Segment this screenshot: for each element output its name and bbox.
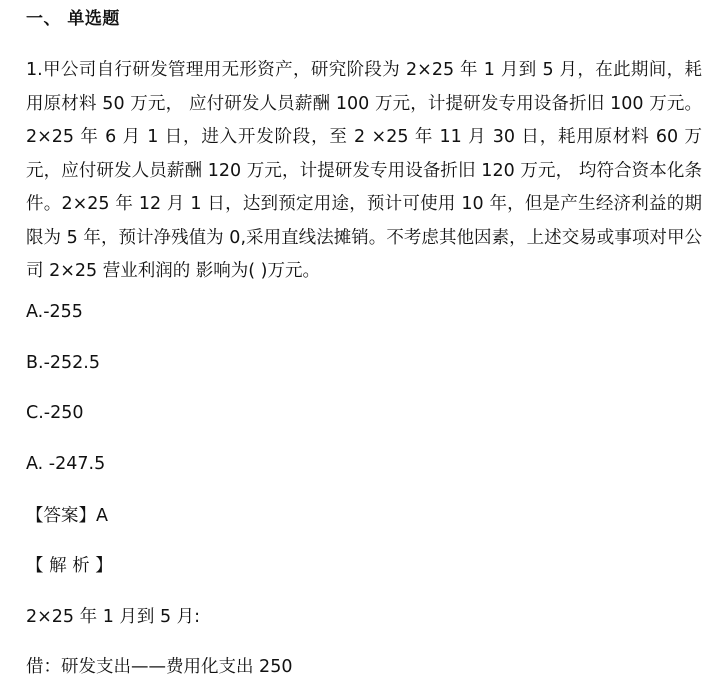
option-a: A.-255: [26, 302, 83, 322]
section-title: 一、 单选题: [26, 9, 120, 29]
journal-entry: 借：研发支出——费用化支出 250: [26, 657, 293, 677]
option-d: A. -247.5: [26, 454, 106, 474]
question-text: 1.甲公司自行研发管理用无形资产，研究阶段为 2×25 年 1 月到 5 月，在此期间，耗用原材料 50 万元， 应付研发人员薪酬 100 万元，计提研发专用设备折旧 100 万元。2×25 年 6 月 1 日，进入开发阶段，至 2 ×25 年 11 月 30 日，耗用原材料 60 万元，应付研发人员薪酬 120 万元，计提研发专用设备折旧 120 万元， 均符合资本化条件。2×25 年 12 月 1 日，达到预定用途，预计可使用 10 年，但是产生经济利益的期限为 5 年，预计净残值为 0,采用直线法摊销。不考虑其他因素，上述交易或事项对甲公司 2×25 营业利润的 影响为( )万元。: [26, 60, 702, 281]
analysis-period: 2×25 年 1 月到 5 月:: [26, 607, 201, 627]
analysis-label: 【 解 析 】: [26, 556, 113, 576]
option-b: B.-252.5: [26, 353, 100, 373]
option-c: C.-250: [26, 403, 84, 423]
answer-line: 【答案】A: [26, 506, 108, 526]
